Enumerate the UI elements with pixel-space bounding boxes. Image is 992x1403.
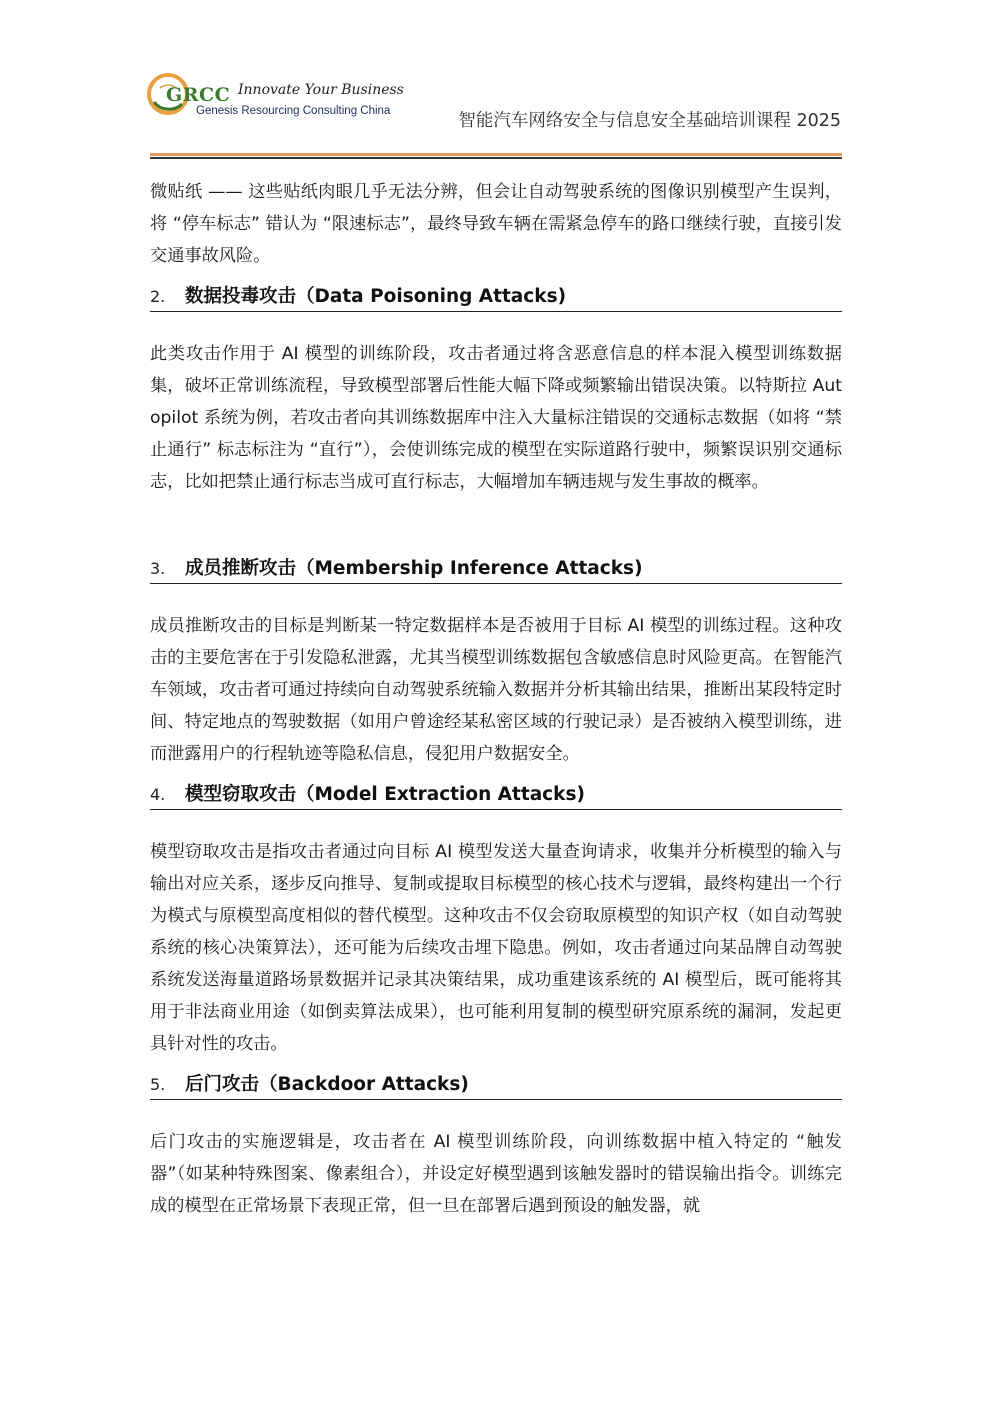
section-title: 数据投毒攻击（Data Poisoning Attacks) (185, 286, 567, 307)
course-title: 智能汽车网络安全与信息安全基础培训课程 2025 (458, 111, 841, 131)
section-body-data-poisoning: 此类攻击作用于 AI 模型的训练阶段，攻击者通过将含恶意信息的样本混入模型训练数据集，破坏正常训练流程，导致模型部署后性能大幅下降或频繁输出错误决策。以特斯拉 Autopilot 系统为例，若攻击者向其训练数据库中注入大量标注错误的交通标志数据（如将 “禁止通行” 标志标注为 “直行”），会使训练完成的模型在实际道路行驶中，频繁误识别交通标志，比如把禁止通行标志当成可直行标志，大幅增加车辆违规与发生事故的概率。 (150, 344, 842, 492)
document-content (150, 176, 842, 1222)
logo-letters: GRCC (166, 84, 231, 106)
company-logo (146, 70, 404, 122)
header-divider-accent (150, 153, 842, 156)
section-heading-backdoor (150, 1064, 842, 1100)
section-body-membership-inference: 成员推断攻击的目标是判断某一特定数据样本是否被用于目标 AI 模型的训练过程。这种攻击的主要危害在于引发隐私泄露，尤其当模型训练数据包含敏感信息时风险更高。在智能汽车领域，攻击者可通过持续向自动驾驶系统输入数据并分析其输出结果，推断出某段特定时间、特定地点的驾驶数据（如用户曾途经某私密区域的行驶记录）是否被纳入模型训练，进而泄露用户的行程轨迹等隐私信息，侵犯用户数据安全。 (150, 616, 842, 764)
section-heading-model-extraction (150, 774, 842, 810)
section-number: 3. (150, 559, 166, 578)
header-divider (150, 157, 842, 159)
section-heading-data-poisoning (150, 276, 842, 312)
section-title: 后门攻击（Backdoor Attacks) (185, 1074, 469, 1095)
intro-paragraph: 微贴纸 —— 这些贴纸肉眼几乎无法分辨，但会让自动驾驶系统的图像识别模型产生误判，将 “停车标志” 错认为 “限速标志”，最终导致车辆在需紧急停车的路口继续行驶，直接引发交通事故风险。 (150, 182, 842, 266)
logo-company-name: Genesis Resourcing Consulting China (196, 105, 391, 117)
section-number: 4. (150, 785, 166, 804)
section-title: 成员推断攻击（Membership Inference Attacks) (185, 558, 643, 579)
section-number: 5. (150, 1075, 166, 1094)
section-title: 模型窃取攻击（Model Extraction Attacks) (185, 784, 585, 805)
section-number: 2. (150, 287, 166, 306)
section-body-model-extraction: 模型窃取攻击是指攻击者通过向目标 AI 模型发送大量查询请求，收集并分析模型的输入与输出对应关系，逐步反向推导、复制或提取目标模型的核心技术与逻辑，最终构建出一个行为模式与原模型高度相似的替代模型。这种攻击不仅会窃取原模型的知识产权（如自动驾驶系统的核心决策算法），还可能为后续攻击埋下隐患。例如，攻击者通过向某品牌自动驾驶系统发送海量道路场景数据并记录其决策结果，成功重建该系统的 AI 模型后，既可能将其用于非法商业用途（如倒卖算法成果），也可能利用复制的模型研究原系统的漏洞，发起更具针对性的攻击。 (150, 842, 842, 1054)
section-body-backdoor: 后门攻击的实施逻辑是，攻击者在 AI 模型训练阶段，向训练数据中植入特定的 “触发器”（如某种特殊图案、像素组合），并设定好模型遇到该触发器时的错误输出指令。训练完成的模型在正常场景下表现正常，但一旦在部署后遇到预设的触发器，就 (150, 1132, 842, 1216)
logo-tagline: Innovate Your Business (238, 82, 404, 98)
section-heading-membership-inference (150, 548, 842, 584)
